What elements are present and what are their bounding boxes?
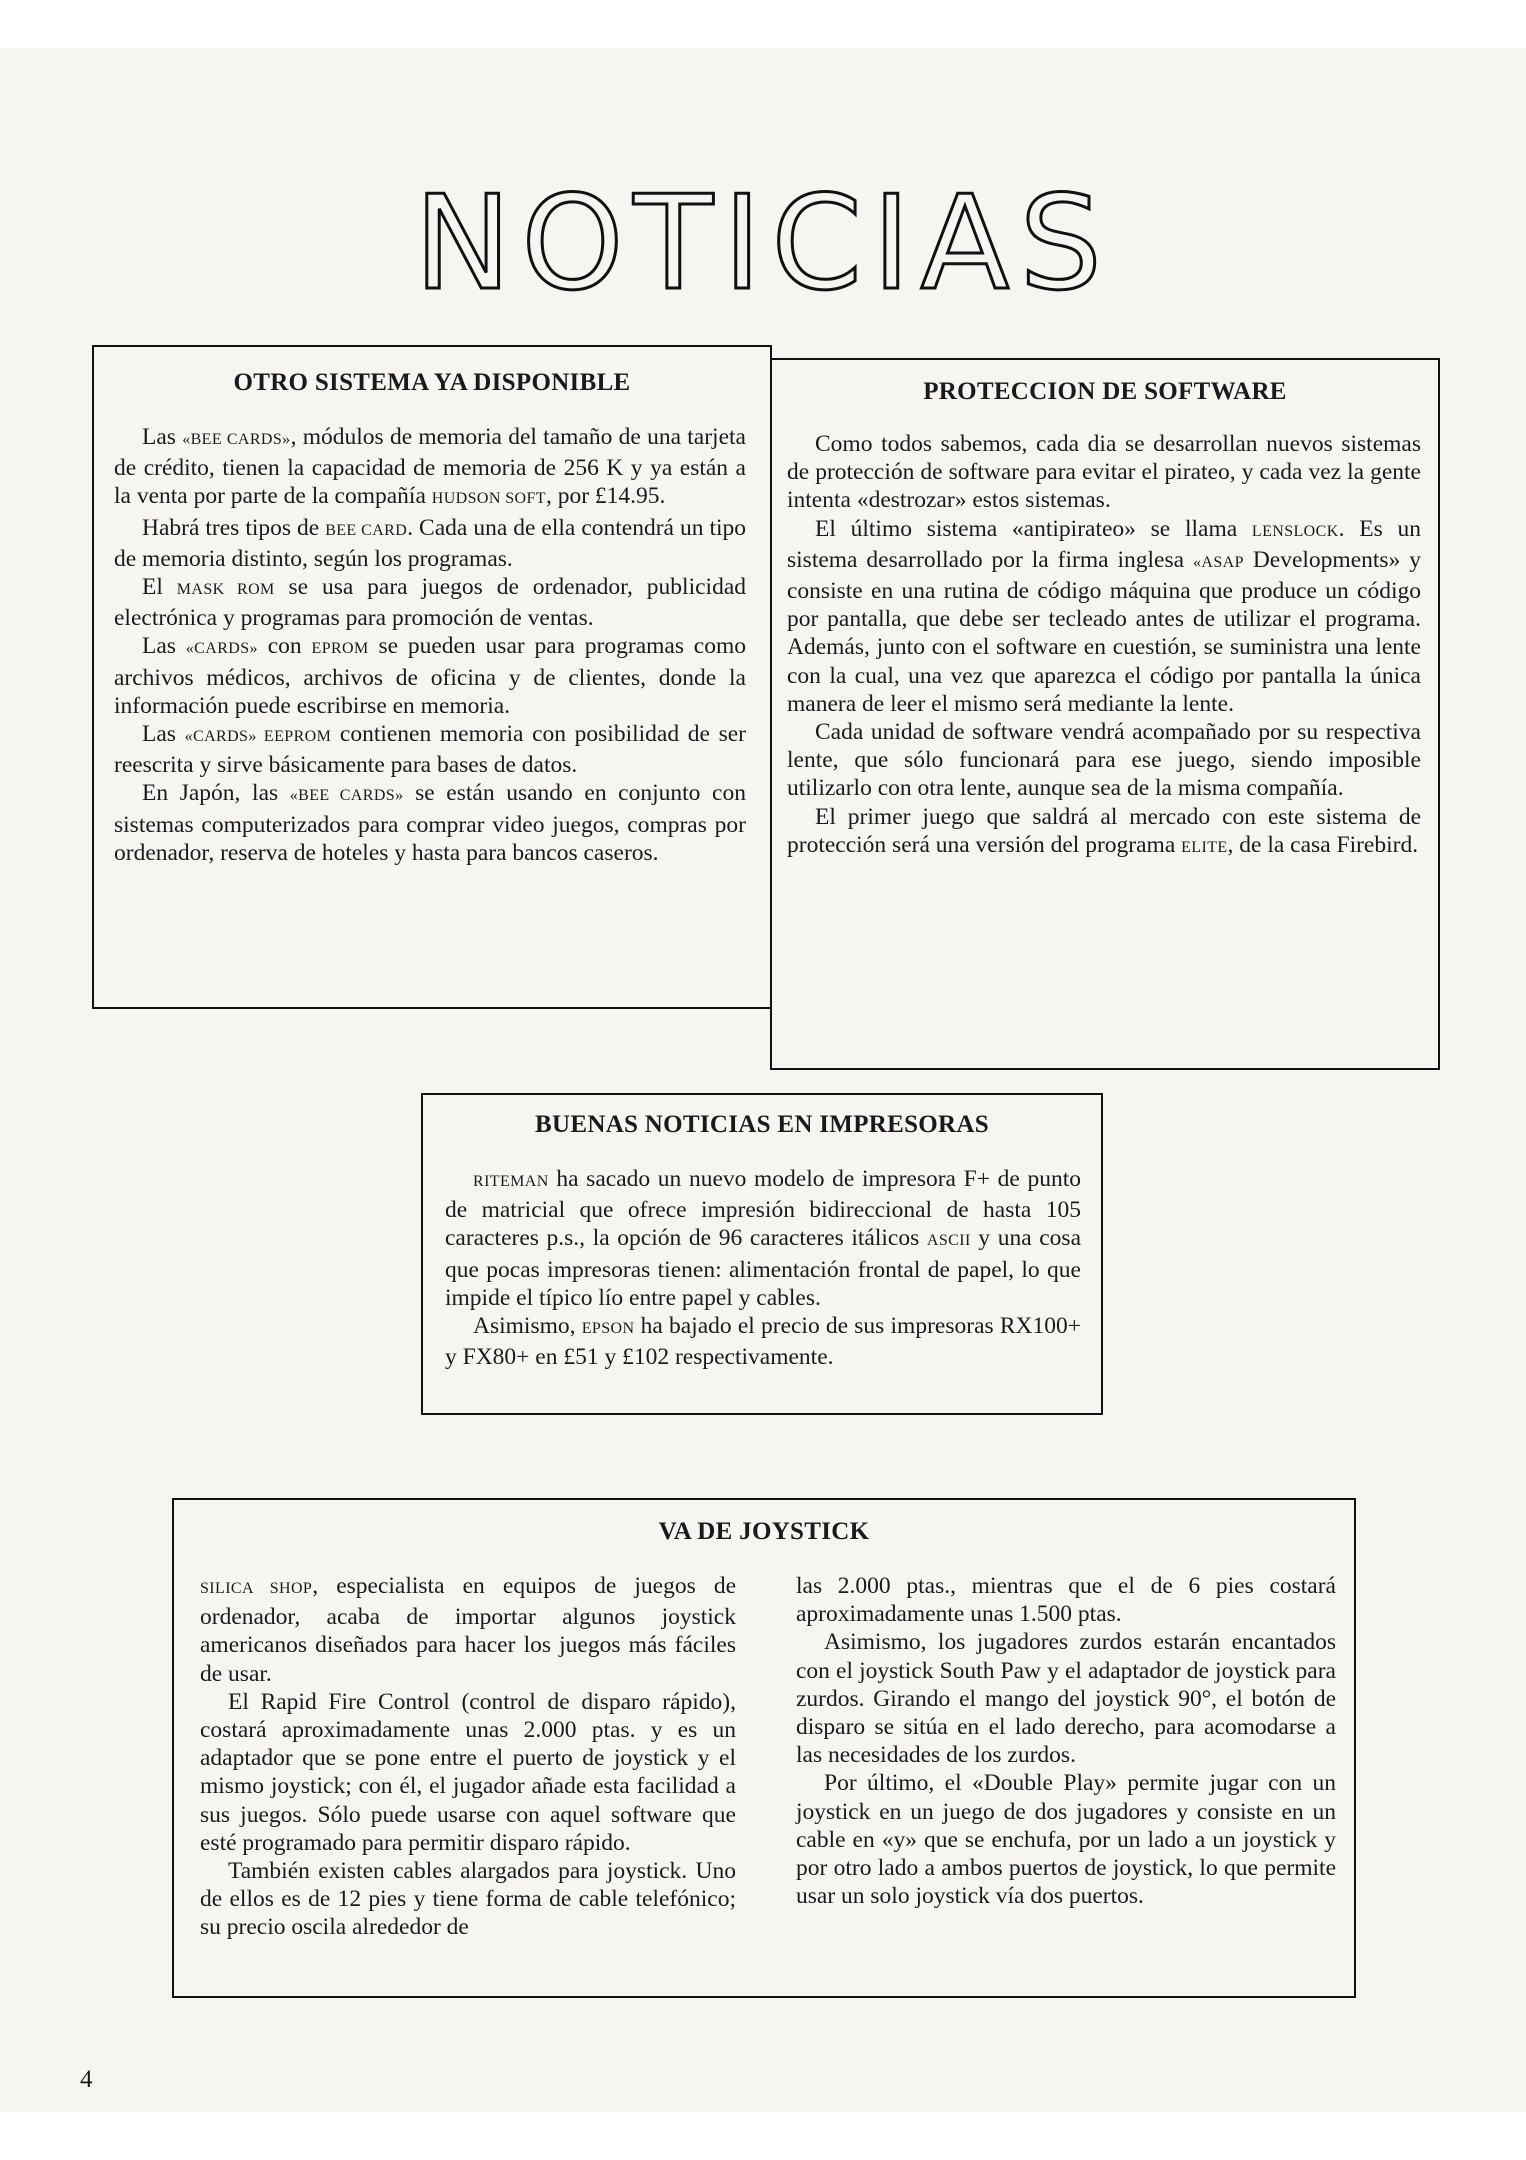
small-caps-term: «CARDS»: [185, 640, 258, 658]
small-caps-term: «CARDS» EEPROM: [184, 728, 332, 746]
page-title: NOTICIAS: [414, 167, 1112, 319]
article-paragraph: Las «CARDS» con EPROM se pueden usar para programas como archivos médicos, archivos de oficina y de clientes, donde la información puede escribirse en memoria.: [114, 633, 747, 719]
small-caps-term: BEE CARD: [325, 521, 408, 539]
article-paragraph: También existen cables alargados para joystick. Uno de ellos es de 12 pies y tiene forma de cable telefónico; su precio oscila alrededor de: [200, 1858, 736, 1941]
small-caps-term: RITEMAN: [473, 1173, 549, 1190]
small-caps-term: «ASAP: [1192, 553, 1244, 571]
article-impresoras-box: [421, 1093, 1103, 1415]
small-caps-term: EPROM: [311, 640, 369, 658]
article-impresoras-heading: BUENAS NOTICIAS EN IMPRESORAS: [535, 1111, 989, 1138]
article-paragraph: El MASK ROM se usa para juegos de ordenador, publicidad electrónica y programas para promoción de ventas.: [114, 574, 746, 632]
article-joystick-col2: [796, 1572, 1336, 1910]
small-caps-term: «BEE CARDS»: [182, 431, 291, 448]
article-paragraph: RITEMAN ha sacado un nuevo modelo de impresora F+ de punto de matricial que ofrece impresión bidireccional de hasta 105 caracteres p.s., la opción de 96 caracteres itálicos ASCII y una cosa que pocas impresoras tienen: alimentación frontal de papel, lo que impide el típico lío entre papel y cables.: [445, 1166, 1082, 1311]
article-proteccion-box: [770, 358, 1440, 1070]
small-caps-term: ELITE: [1181, 838, 1228, 856]
article-paragraph: Cada unidad de software vendrá acompañado por su respectiva lente, que sólo funcionará para ese juego, siendo imposible utilizarlo con otra lente, aunque sea de la misma compañía.: [787, 719, 1421, 802]
article-paragraph: Las «CARDS» EEPROM contienen memoria con posibilidad de ser reescrita y sirve básicamente para bases de datos.: [114, 721, 746, 779]
article-impresoras-body: [445, 1165, 1081, 1371]
small-caps-term: MASK ROM: [176, 581, 275, 599]
small-caps-term: HUDSON SOFT: [431, 490, 546, 508]
article-paragraph: las 2.000 ptas., mientras que el de 6 pies costará aproximadamente unas 1.500 ptas.: [796, 1573, 1336, 1628]
article-proteccion-heading: PROTECCION DE SOFTWARE: [923, 378, 1287, 405]
article-paragraph: Las «BEE CARDS», módulos de memoria del tamaño de una tarjeta de crédito, tienen la capacidad de memoria de 256 K y ya están a la venta por parte de la compañía HUDSON SOFT, por £14.95.: [114, 424, 746, 510]
article-paragraph: El último sistema «antipirateo» se llama LENSLOCK. Es un sistema desarrollado por la firma inglesa «ASAP Developments» y consiste en una rutina de código máquina que produce un código por pantalla, que debe ser tecleado antes de utilizar el programa. Además, junto con el software en cuestión, se suministra una lente con la cual, una vez que aparezca el código por pantalla la única manera de leer el mismo será mediante la lente.: [787, 515, 1422, 717]
article-otro-sistema-box: [92, 345, 772, 1009]
magazine-page: [0, 48, 1526, 2112]
article-proteccion-body: [787, 430, 1421, 862]
small-caps-term: EPSON: [581, 1320, 635, 1338]
small-caps-term: ASCII: [926, 1232, 971, 1250]
article-joystick-col1: [200, 1572, 736, 1942]
article-paragraph: SILICA SHOP, especialista en equipos de juegos de ordenador, acaba de importar algunos joystick americanos diseñados para hacer los juegos más fáciles de usar.: [200, 1573, 737, 1687]
small-caps-term: «BEE CARDS»: [289, 787, 404, 805]
article-joystick-heading: VA DE JOYSTICK: [658, 1518, 870, 1545]
article-paragraph: Por último, el «Double Play» permite jugar con un joystick en un juego de dos jugadores y consiste en un cable en «y» que se enchufa, por un lado a un joystick y por otro lado a ambos puertos de joystick, lo que permite usar un solo joystick vía dos puertos.: [796, 1770, 1336, 1910]
article-paragraph: Habrá tres tipos de BEE CARD. Cada una de ella contendrá un tipo de memoria distinto, según los programas.: [114, 514, 746, 572]
page-number: 4: [80, 2066, 93, 2093]
article-joystick-box: [172, 1498, 1356, 1998]
small-caps-term: LENSLOCK: [1251, 522, 1339, 540]
article-otro-sistema-heading: OTRO SISTEMA YA DISPONIBLE: [233, 369, 631, 396]
article-paragraph: Asimismo, los jugadores zurdos estarán encantados con el joystick South Paw y el adaptador de joystick para zurdos. Girando el mango del joystick 90°, el botón de disparo se sitúa en el lado derecho, para acomodarse a las necesidades de los zurdos.: [796, 1629, 1336, 1769]
small-caps-term: SILICA SHOP: [200, 1580, 313, 1597]
article-paragraph: En Japón, las «BEE CARDS» se están usando en conjunto con sistemas computerizados para comprar video juegos, compras por ordenador, reserva de hoteles y hasta para bancos caseros.: [114, 780, 746, 866]
article-paragraph: Como todos sabemos, cada dia se desarrollan nuevos sistemas de protección de software para evitar el pirateo, y cada vez la gente intenta «destrozar» estos sistemas.: [787, 431, 1421, 514]
article-paragraph: Asimismo, EPSON ha bajado el precio de sus impresoras RX100+ y FX80+ en £51 y £102 respectivamente.: [445, 1313, 1081, 1371]
article-paragraph: El primer juego que saldrá al mercado con este sistema de protección será una versión del programa ELITE, de la casa Firebird.: [787, 803, 1421, 858]
article-otro-sistema-body: [114, 423, 746, 867]
article-paragraph: El Rapid Fire Control (control de disparo rápido), costará aproximadamente unas 2.000 ptas. y es un adaptador que se pone entre el puerto de joystick y el mismo joystick; con él, el jugador añade esta facilidad a sus juegos. Sólo puede usarse con aquel software que esté programado para permitir disparo rápido.: [200, 1688, 736, 1856]
